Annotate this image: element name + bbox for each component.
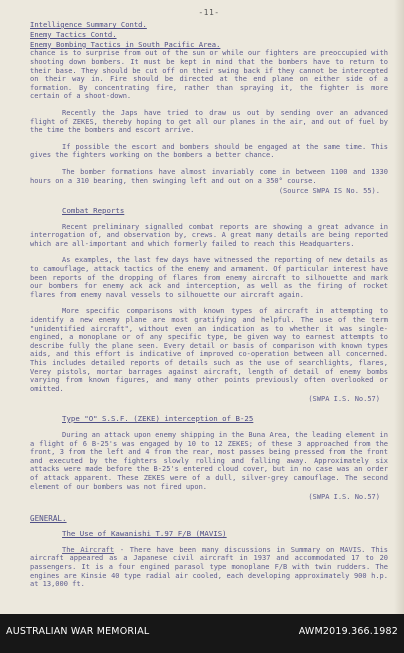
aircraft-inline-heading: The Aircraft bbox=[62, 545, 115, 554]
zeke-source: (SWPA I.S. No.57) bbox=[308, 493, 380, 502]
bombing-paragraph-2: Recently the Japs have tried to draw us out by sending over an advanced flight of ZEKES, thereby hoping to get all our planes in the air, and out of fuel by the time the bombers and escort arrive. bbox=[30, 108, 388, 135]
page-edge-shadow bbox=[394, 0, 404, 614]
combat-reports-heading: Combat Reports bbox=[62, 205, 125, 215]
header-bombing-tactics: Enemy Bombing Tactics in South Pacific Area. bbox=[30, 39, 221, 49]
zeke-heading: Type "O" S.S.F. (ZEKE) interception of B-25 bbox=[62, 413, 254, 423]
header-intelligence-summary: Intelligence Summary Contd. bbox=[30, 20, 147, 29]
mavis-heading: The Use of Kawanishi T.97 F/B (MAVIS) bbox=[62, 528, 227, 538]
bombing-paragraph-4: The bomber formations have almost invariably come in between 1100 and 1330 hours on a 310 bearing, then swinging left and out on a 350° course. bbox=[30, 167, 388, 185]
footer-institution: AUSTRALIAN WAR MEMORIAL bbox=[6, 626, 150, 637]
combat-paragraph-2: As examples, the last few days have witnessed the reporting of new details as to camouflage, attack tactics of the enemy and armament. Of particular interest have been reports of the dropping of flares from enemy aircraft to silhouette and mark our bombers for enemy ack ack and interception, as well as the firing of rocket flares from enemy naval vessels to silhouette our aircraft again. bbox=[30, 256, 388, 299]
archive-footer bbox=[0, 614, 404, 653]
footer-accession-number: AWM2019.366.1982 bbox=[298, 626, 398, 637]
page-content bbox=[30, 8, 388, 589]
mavis-paragraph-text: - There have been many discussions in Summary on MAVIS. This aircraft appeared as a Japanese civil aircraft in 1937 and accommodated 17 to 20 passengers. It is a four engined parasol type monoplane F/B with twin rudders. The engines are Kinsie 40 type radial air cooled, each developing approximately 900 h.p. at 13,000 ft. bbox=[30, 545, 389, 589]
mavis-paragraph bbox=[30, 546, 388, 589]
bombing-paragraph-3: If possible the escort and bombers should be engaged at the same time. This gives the fighters working on the bombers a better chance. bbox=[30, 142, 388, 160]
page-number: -11- bbox=[198, 8, 220, 17]
general-heading: GENERAL. bbox=[30, 513, 67, 523]
zeke-paragraph: During an attack upon enemy shipping in the Buna Area, the leading element in a flight of 6 B-25's was engaged by 10 to 12 ZEKES; of these 3 approached from the front, 3 from the left and 4 from the rear, most passes being pressed from the front and executed by the fighters slowly rolling and falling away. Approximately six attacks were made before the B-25's entered cloud cover, but in no case was an order of attack apparent. These ZEKES were of a dull, silver-grey camouflage. The second element of our bombers was not fired upon. bbox=[30, 430, 388, 491]
combat-paragraph-3: More specific comparisons with known types of aircraft in attempting to identify a new enemy plane are most gratifying and helpful. The use of the term "unidentified aircraft", without even an indication as to whether it was single-engined, a monoplane or of any specific type, be given way to earnest attempts to describe fully the plane seen. Every detail or basis of comparison with known types aids, and this effort is indicative of improved co-operation between all concerned. This includes detailed reports of details such as the use of searchlights, flares, Verey pistols, mortar barrages against aircraft, length of detail of enemy bombs varying from known figures, and many other points previously often overlooked or omitted. bbox=[30, 307, 388, 393]
combat-source: (SWPA I.S. No.57) bbox=[308, 395, 380, 404]
bombing-source: (Source SWPA IS No. 55). bbox=[278, 187, 380, 196]
bombing-paragraph-1: chance is to surprise from out of the sun or while our fighters are preoccupied with shooting down bombers. It must be kept in mind that the bombers have to return to their base. They should be cut off on their swing back if they cannot be intercepted on their way in. Fire should be directed at the end plane on either side of a formation. By concentrating fire, rather than spraying it, the fighter is more certain of a shoot-down. bbox=[30, 49, 388, 101]
header-enemy-tactics: Enemy Tactics Contd. bbox=[30, 29, 117, 39]
combat-paragraph-1: Recent preliminary signalled combat reports are showing a great advance in interrogation of, and observation by, crews. A great many details are being reported which are all-important and which formerly failed to reach this Headquarters. bbox=[30, 222, 388, 248]
